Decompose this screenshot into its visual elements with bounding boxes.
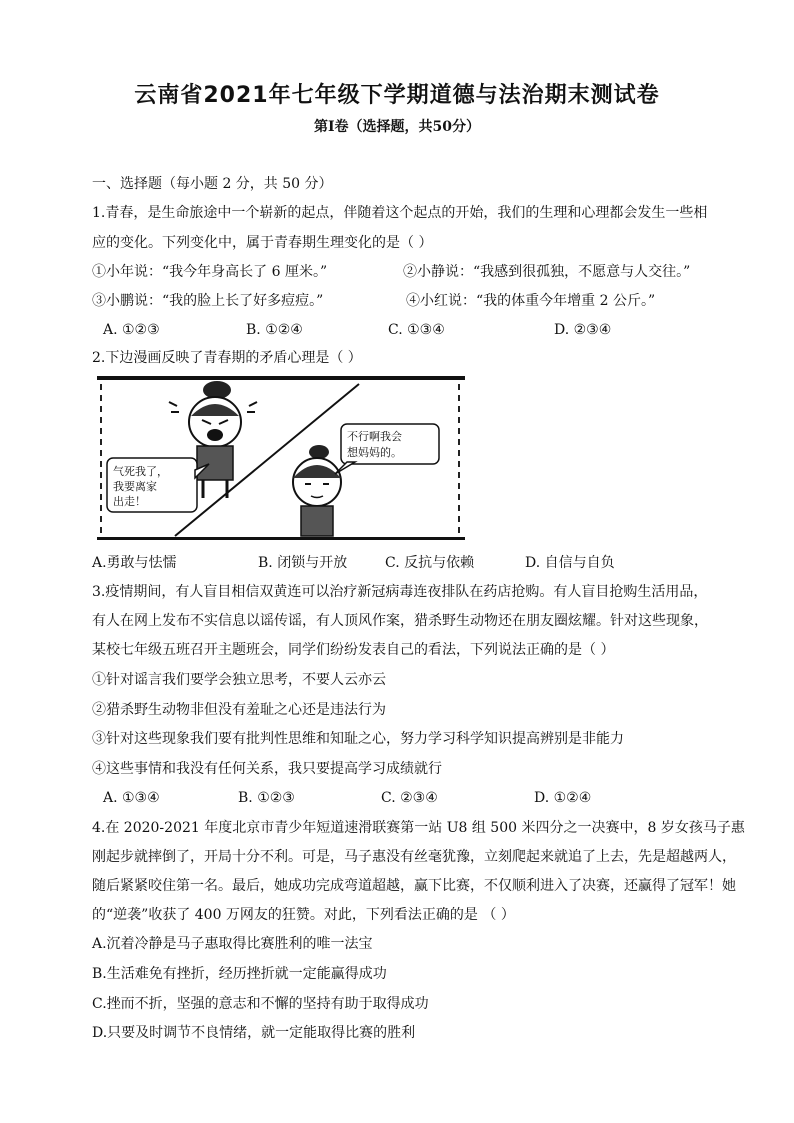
bubble-right-line-2: 想妈妈的。 xyxy=(347,446,402,459)
q3-statement-1: ①针对谣言我们要学会独立思考，不要人云亦云 xyxy=(92,672,386,688)
q3-statement-3: ③针对这些现象我们要有批判性思维和知耻之心，努力学习科学知识提高辨别是非能力 xyxy=(92,731,624,747)
q1-statement-1: ①小年说：“我今年身高长了 6 厘米。” xyxy=(92,264,328,280)
q4-stem-line2: 刚起步就摔倒了，开局十分不利。可是，马子惠没有丝毫犹豫，立刻爬起来就追了上去，先是超越两人， xyxy=(92,849,736,865)
exam-title: 云南省2021年七年级下学期道德与法治期末测试卷 xyxy=(134,83,660,108)
q1-option-c: C. ①③④ xyxy=(388,322,445,338)
q1-statement-3: ③小鹏说：“我的脸上长了好多痘痘。” xyxy=(92,293,324,309)
q3-option-a: A. ①③④ xyxy=(103,790,160,806)
exam-subtitle: 第Ⅰ卷（选择题，共50分） xyxy=(313,119,481,135)
q1-statement-4: ④小红说：“我的体重今年增重 2 公斤。” xyxy=(406,293,656,309)
q2-option-a: A.勇敢与怯懦 xyxy=(92,555,177,571)
bubble-left-line-1: 气死我了， xyxy=(113,465,168,478)
section-heading: 一、选择题（每小题 2 分，共 50 分） xyxy=(92,176,333,192)
q1-stem-line1: 1.青春，是生命旅途中一个崭新的起点，伴随着这个起点的开始，我们的生理和心理都会发生一些相 xyxy=(92,205,708,221)
q4-stem-line4: 的“逆袭”收获了 400 万网友的狂赞。对此，下列看法正确的是 （ ） xyxy=(92,907,515,923)
bubble-left-line-3: 出走！ xyxy=(113,495,146,508)
cartoon-illustration xyxy=(97,380,465,540)
q1-option-a: A. ①②③ xyxy=(103,322,160,338)
q4-option-a: A.沉着冷静是马子惠取得比赛胜利的唯一法宝 xyxy=(92,936,373,952)
q3-statement-4: ④这些事情和我没有任何关系，我只要提高学习成绩就行 xyxy=(92,761,442,777)
q1-option-d: D. ②③④ xyxy=(554,322,612,338)
q2-stem: 2.下边漫画反映了青春期的矛盾心理是（ ） xyxy=(92,350,362,366)
q4-stem-line3: 随后紧紧咬住第一名。最后，她成功完成弯道超越，赢下比赛，不仅顺利进入了决赛，还赢得了冠军！她 xyxy=(92,878,736,894)
q2-option-c: C. 反抗与依赖 xyxy=(385,555,475,571)
q1-option-b: B. ①②④ xyxy=(246,322,303,338)
q4-stem-line1: 4.在 2020-2021 年度北京市青少年短道速滑联赛第一站 U8 组 500 米四分之一决赛中，8 岁女孩马子惠 xyxy=(92,820,745,836)
q3-stem-line3: 某校七年级五班召开主题班会，同学们纷纷发表自己的看法，下列说法正确的是（ ） xyxy=(92,642,615,658)
q3-option-d: D. ①②④ xyxy=(534,790,592,806)
calm-girl-figure xyxy=(293,445,341,536)
q4-option-c: C.挫而不折，坚强的意志和不懈的坚持有助于取得成功 xyxy=(92,996,429,1012)
q2-option-d: D. 自信与自负 xyxy=(525,555,615,571)
q4-option-b: B.生活难免有挫折，经历挫折就一定能赢得成功 xyxy=(92,966,387,982)
q3-statement-2: ②猎杀野生动物非但没有羞耻之心还是违法行为 xyxy=(92,702,386,718)
q3-stem-line1: 3.疫情期间，有人盲目相信双黄连可以治疗新冠病毒连夜排队在药店抢购。有人盲目抢购生活用品， xyxy=(92,584,708,600)
q4-option-d: D.只要及时调节不良情绪，就一定能取得比赛的胜利 xyxy=(92,1025,416,1041)
bubble-left-line-2: 我要离家 xyxy=(113,480,157,493)
q3-stem-line2: 有人在网上发布不实信息以谣传谣，有人顶风作案，猎杀野生动物还在朋友圈炫耀。针对这些现象， xyxy=(92,613,708,629)
bubble-right-line-1: 不行啊我会 xyxy=(347,430,402,443)
q1-statement-2: ②小静说：“我感到很孤独，不愿意与人交往。” xyxy=(403,264,691,280)
q2-cartoon xyxy=(97,376,465,540)
q3-option-c: C. ②③④ xyxy=(381,790,438,806)
q1-stem-line2: 应的变化。下列变化中，属于青春期生理变化的是（ ） xyxy=(92,235,433,251)
q3-option-b: B. ①②③ xyxy=(238,790,295,806)
q2-option-b: B. 闭锁与开放 xyxy=(258,555,348,571)
